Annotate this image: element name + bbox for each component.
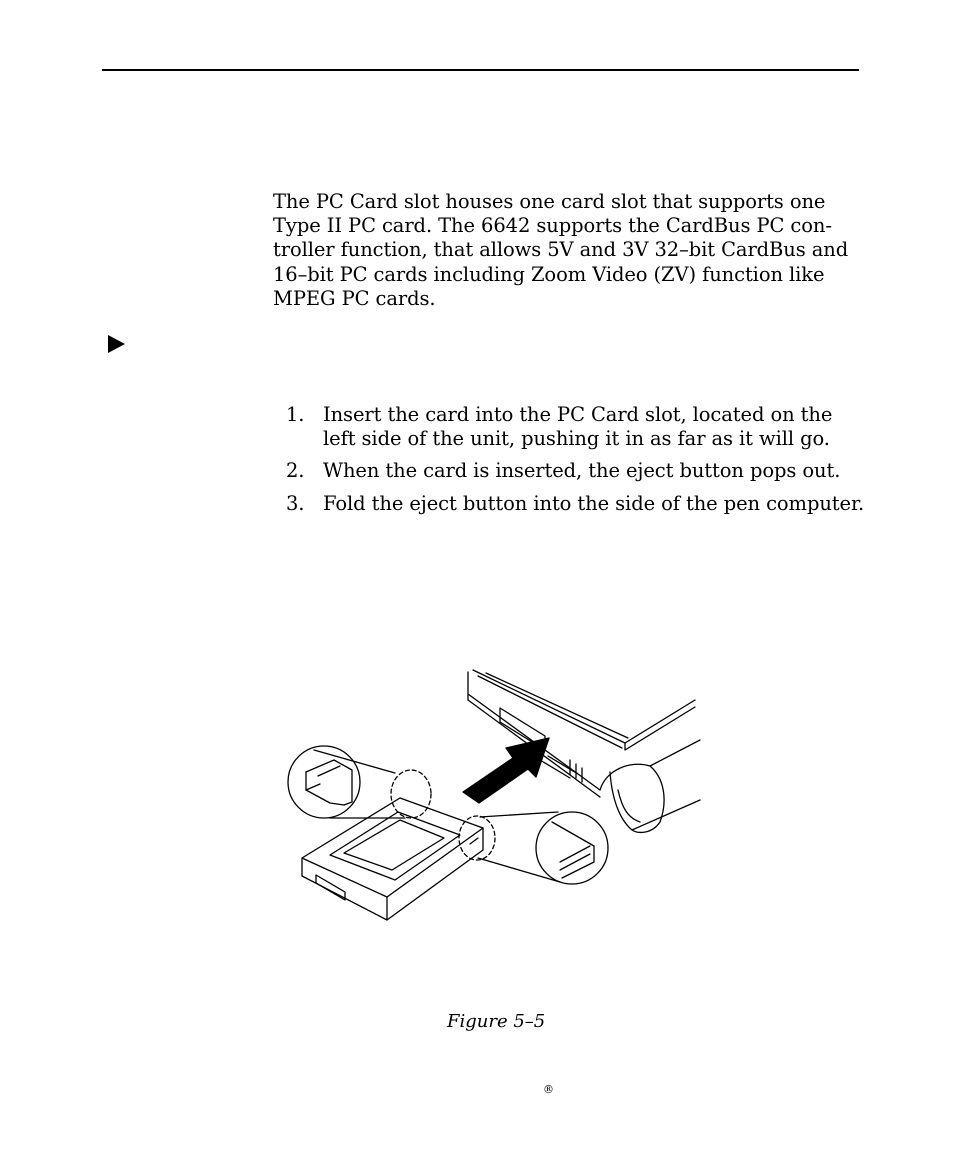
step-item	[286, 403, 876, 451]
step-text: When the card is inserted, the eject button pops out.	[323, 459, 841, 483]
paragraph-line: MPEG PC cards.	[273, 286, 436, 310]
paragraph-line: The PC Card slot houses one card slot that supports one	[273, 190, 826, 213]
paragraph-line: Type II PC card. The 6642 supports the CardBus PC con-	[273, 214, 832, 238]
registered-mark: ®	[543, 1083, 554, 1096]
step-item	[286, 459, 876, 483]
pc-card-description	[273, 190, 853, 311]
step-number: 2.	[286, 459, 305, 483]
insert-direction-arrow-icon	[463, 738, 549, 803]
figure-caption: Figure 5–5	[447, 1011, 546, 1032]
step-number: 1.	[286, 403, 305, 426]
step-text: Fold the eject button into the side of the pen computer.	[323, 491, 865, 515]
card-edge-detail-icon	[459, 812, 608, 884]
header-rule	[102, 69, 859, 71]
procedure-steps	[286, 403, 876, 524]
procedure-arrow-icon	[108, 335, 125, 353]
paragraph-line: 16–bit PC cards including Zoom Video (ZV) function like	[273, 262, 825, 286]
step-text: left side of the unit, pushing it in as far as it will go.	[323, 427, 830, 451]
pc-card-insertion-illustration	[280, 660, 710, 930]
step-number: 3.	[286, 491, 305, 515]
card-connector-detail-icon	[288, 746, 431, 818]
step-item	[286, 492, 876, 516]
step-text: Insert the card into the PC Card slot, located on the	[323, 403, 833, 426]
pc-card-icon	[302, 798, 483, 920]
paragraph-line: troller function, that allows 5V and 3V 32–bit CardBus and	[273, 238, 849, 262]
pen-computer-icon	[468, 670, 700, 832]
